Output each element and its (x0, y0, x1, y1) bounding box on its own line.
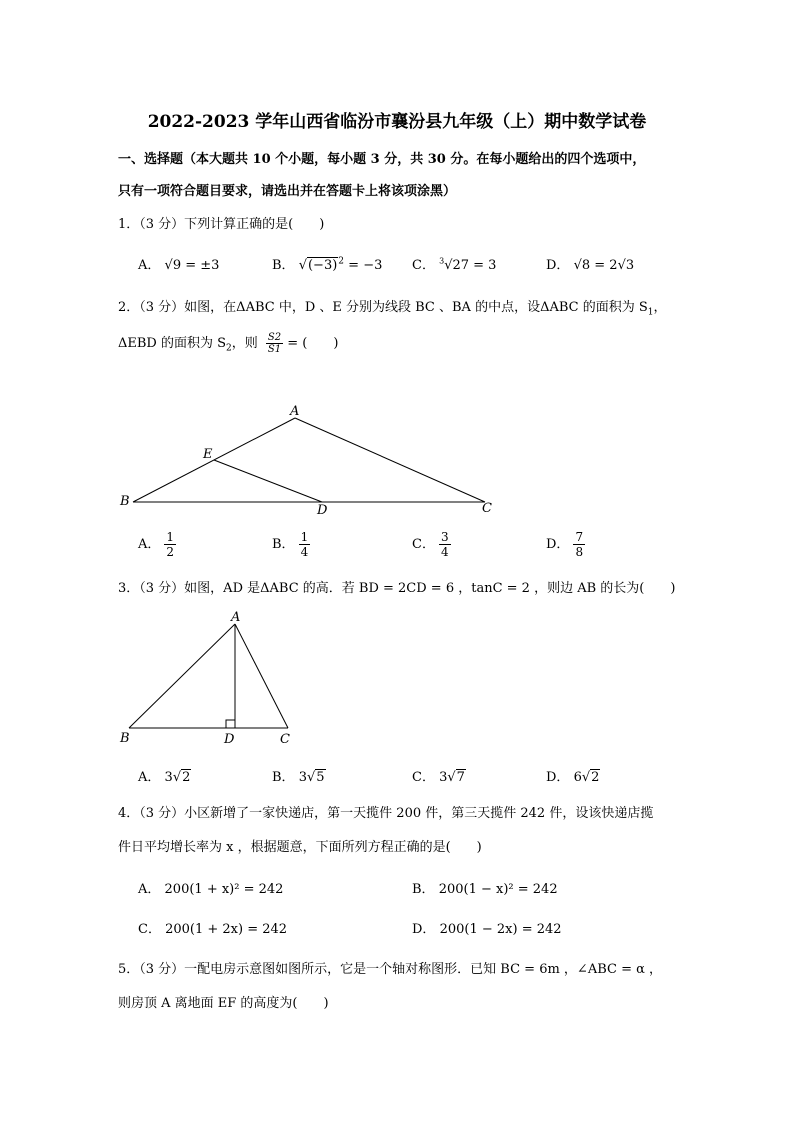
q1-stem: 1．（3 分）下列计算正确的是( ) (118, 217, 325, 232)
q2-label-e: E (203, 447, 213, 462)
q1-option-c: C． $^3$√27 = 3 (412, 256, 497, 273)
q2-option-a: A． $\frac{1}{2}$ (138, 530, 175, 559)
q2-option-d: D． $\frac{7}{8}$ (546, 530, 584, 559)
q3-triangle-figure (110, 608, 310, 748)
q2-option-c: C． $\frac{3}{4}$ (412, 530, 449, 559)
q1-a-text: 9 = ±3 (172, 258, 220, 273)
q4-option-d: D． 200(1 − 2x) = 242 (412, 922, 562, 937)
q3-right-angle-mark (226, 720, 235, 728)
q2-label-b: B (120, 494, 130, 509)
q1-option-d: D． √8 = 2√3 (546, 258, 635, 273)
q4-stem-line2: 件日平均增长率为 x ，根据题意，下面所列方程正确的是( ) (118, 840, 482, 855)
q3-side-ab (129, 624, 235, 728)
q5-stem-line1: 5．（3 分）一配电房示意图如图所示，它是一个轴对称图形．已知 BC = 6m ，∠ABC = α ， (118, 962, 663, 977)
q3-option-b: B． 3√5 (272, 770, 325, 785)
q2-option-b: B． $\frac{1}{4}$ (272, 530, 309, 559)
q1-option-a: A． √9 = ±3 (138, 258, 220, 273)
q2-triangle-figure (110, 400, 510, 520)
q3-side-ac (235, 624, 288, 728)
q2-stem-line2: ΔEBD 的面积为 $S_2$，则 $\frac{S2}{S1}$ = ( ) (118, 332, 339, 355)
q3-option-c: C． 3√7 (412, 770, 465, 785)
q2-stem-line1: 2．（3 分）如图，在ΔABC 中，D 、E 分别为线段 BC 、BA 的中点，设ΔABC 的面积为 $S_1$， (118, 300, 667, 318)
section-heading-line1: 一、选择题（本大题共 10 个小题，每小题 3 分，共 30 分。在每小题给出的四个选项中， (118, 152, 646, 167)
q3-stem: 3．（3 分）如图，AD 是ΔABC 的高．若 BD = 2CD = 6 ，tanC = 2 ，则边 AB 的长为( ) (118, 581, 676, 596)
q4-option-b: B． 200(1 − x)² = 242 (412, 882, 558, 897)
q4-option-a: A． 200(1 + x)² = 242 (138, 882, 284, 897)
q3-label-d: D (224, 732, 235, 747)
q4-stem-line1: 4．（3 分）小区新增了一家快递店，第一天揽件 200 件，第三天揽件 242 件，设该快递店揽 (118, 806, 654, 821)
section-heading-line2: 只有一项符合题目要求，请选出并在答题卡上将该项涂黑） (118, 184, 457, 199)
q3-label-c: C (280, 732, 290, 747)
q2-label-a: A (290, 404, 300, 419)
q4-option-c: C． 200(1 + 2x) = 242 (138, 922, 288, 937)
q2-side-ac (295, 418, 485, 502)
q1-option-b: B． $√(-3)^2 = -3$ (272, 256, 383, 273)
q3-option-d: D． 6√2 (546, 770, 600, 785)
q2-segment-ed (214, 460, 322, 502)
q2-label-c: C (482, 501, 492, 516)
q5-stem-line2: 则房顶 A 离地面 EF 的高度为( ) (118, 996, 329, 1011)
page-title: 2022-2023 学年山西省临汾市襄汾县九年级（上）期中数学试卷 (147, 112, 647, 132)
q3-label-a: A (231, 610, 241, 625)
q2-label-d: D (317, 503, 328, 518)
q3-option-a: A． 3√2 (138, 770, 191, 785)
q3-label-b: B (120, 731, 130, 746)
